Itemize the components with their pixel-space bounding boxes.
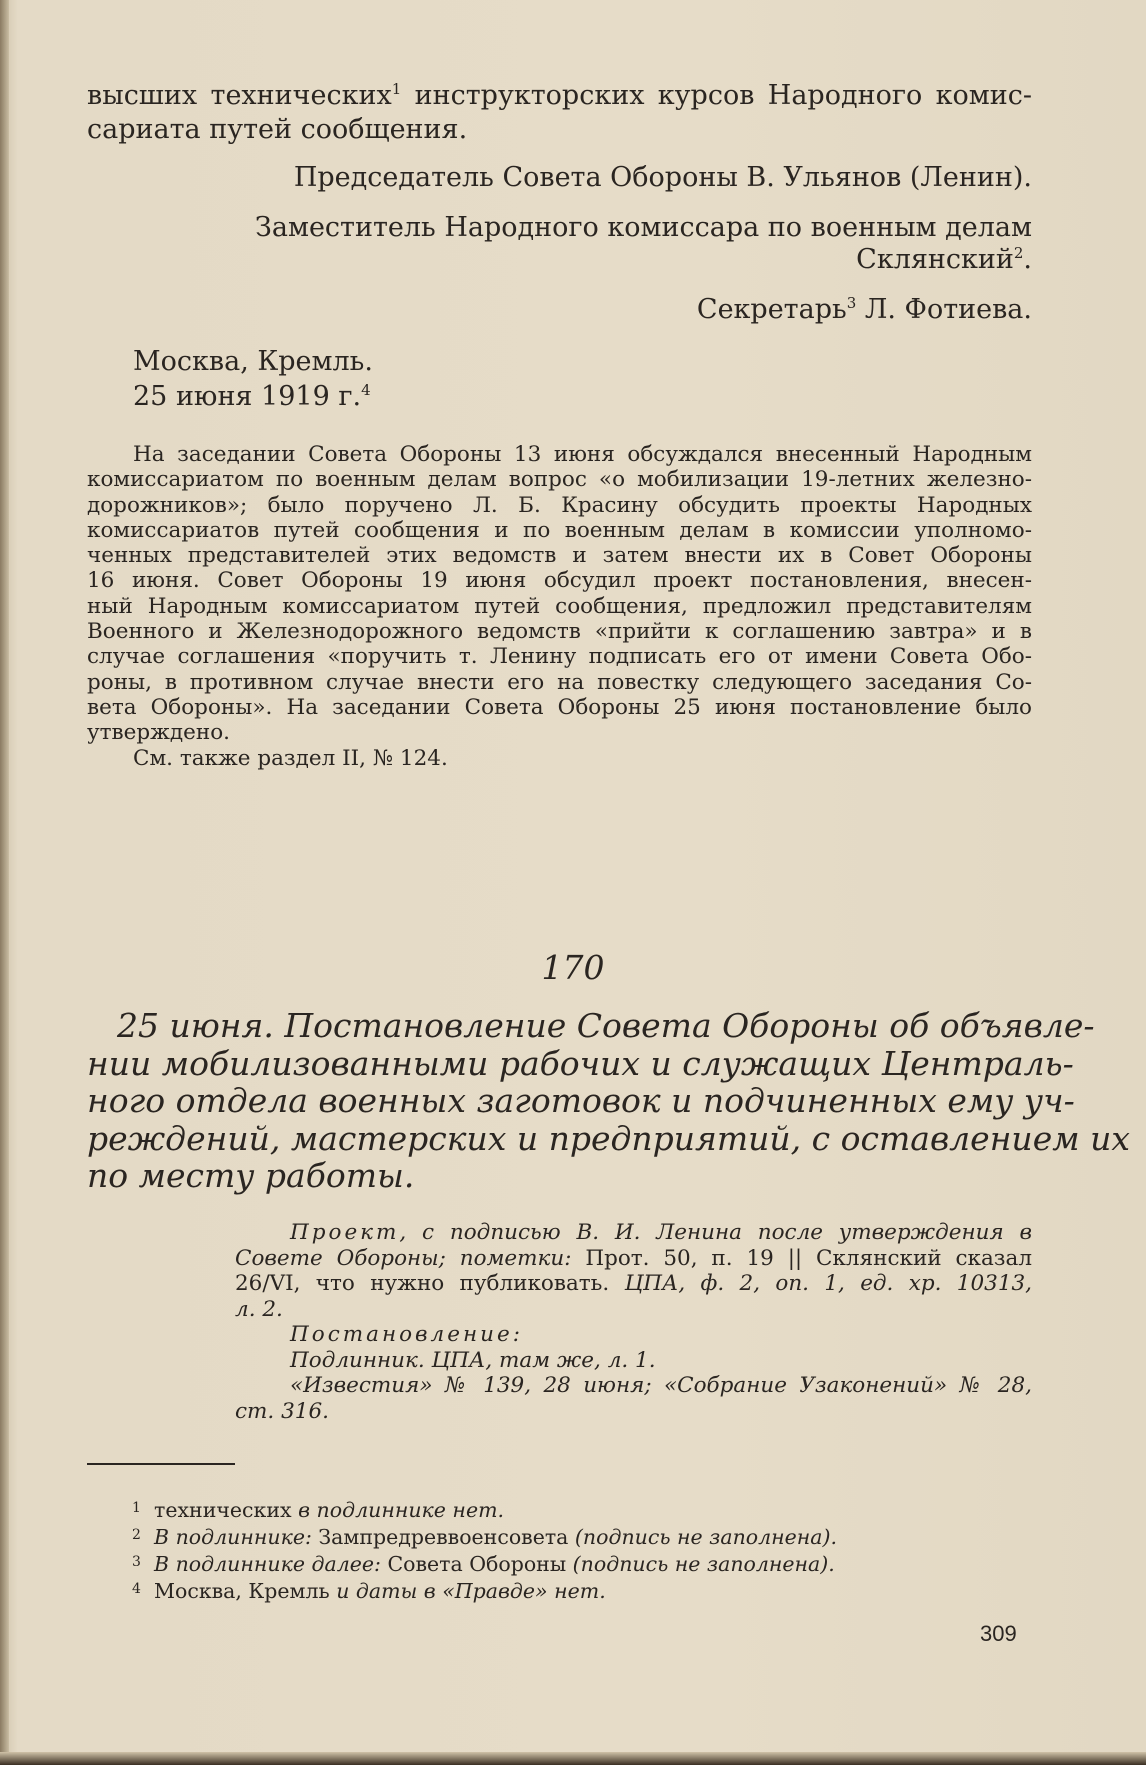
commentary-line: случае соглашения «поручить т. Ленину подписать его от имени Совета Обо- bbox=[87, 644, 1032, 670]
commentary-line: комиссариатов путей сообщения и по военным делам в комиссии уполномо- bbox=[87, 517, 1032, 543]
page-number: 309 bbox=[980, 1621, 1017, 1646]
signature-chairman: Председатель Совета Обороны В. Ульянов (Ленин). bbox=[293, 162, 1032, 193]
commentary-line: ный Народным комиссариатом путей сообщения, предложил представителям bbox=[87, 593, 1032, 619]
top-text-line-2: сариата путей сообщения. bbox=[87, 114, 468, 145]
document-heading bbox=[87, 1006, 1130, 1195]
source-line: Подлинник. ЦПА, там же, л. 1. bbox=[290, 1347, 656, 1373]
signature-deputy-name: Склянский$^2$. bbox=[856, 244, 1032, 275]
footnotes bbox=[132, 1496, 992, 1604]
commentary-line: На заседании Совета Обороны 13 июня обсуждался внесенный Народным bbox=[133, 442, 1032, 467]
footnote: 3 В подлиннике далее: Совета Обороны (подпись не заполнена). bbox=[132, 1552, 835, 1576]
footnote: 4 Москва, Кремль и даты в «Правде» нет. bbox=[132, 1579, 606, 1603]
heading-line: по месту работы. bbox=[87, 1156, 415, 1195]
source-line: л. 2. bbox=[235, 1296, 283, 1322]
see-also: См. также раздел II, № 124. bbox=[133, 745, 448, 771]
heading-line: нии мобилизованными рабочих и служащих Централь- bbox=[87, 1043, 1074, 1083]
heading-line: 25 июня. Постановление Совета Обороны об объявле- bbox=[117, 1006, 1095, 1045]
commentary-line: роны, в противном случае внести его на повестку следующего заседания Со- bbox=[87, 669, 1032, 695]
footnote: 1 технических в подлиннике нет. bbox=[132, 1498, 505, 1522]
source-line: ст. 316. bbox=[235, 1398, 329, 1424]
page-bottom-edge bbox=[0, 1752, 1146, 1765]
source-line: Совете Обороны; пометки: Прот. 50, п. 19 || Склянский сказал bbox=[235, 1245, 1032, 1271]
commentary-line: Военного и Железнодорожного ведомств «прийти к соглашению завтра» и в bbox=[87, 619, 1032, 645]
commentary-line: дорожников»; было поручено Л. Б. Красину обсудить проекты Народных bbox=[87, 492, 1032, 518]
source-line: 26/VI, что нужно публиковать. ЦПА, ф. 2, оп. 1, ед. хр. 10313, bbox=[235, 1271, 1033, 1296]
editorial-commentary bbox=[87, 442, 1032, 771]
footnote-separator bbox=[87, 1463, 235, 1465]
commentary-line: ченных представителей этих ведомств и затем внести их в Совет Обороны bbox=[87, 543, 1032, 569]
commentary-line: комиссариатом по военным делам вопрос «о мобилизации 19-летних железно- bbox=[87, 467, 1032, 493]
signature-deputy-title: Заместитель Народного комиссара по военным делам bbox=[255, 212, 1032, 243]
date: 25 июня 1919 г.$^4$ bbox=[133, 381, 371, 412]
footnote: 2 В подлиннике: Зампредреввоенсовета (подпись не заполнена). bbox=[132, 1525, 838, 1549]
signature-secretary: Секретарь$^3$ Л. Фотиева. bbox=[696, 294, 1032, 325]
document-number: 170 bbox=[541, 948, 605, 987]
heading-line: реждений, мастерских и предприятий, с оставлением их bbox=[87, 1118, 1130, 1158]
commentary-line: вета Обороны». На заседании Совета Обороны 25 июня постановление было bbox=[87, 694, 1032, 720]
commentary-line: 16 июня. Совет Обороны 19 июня обсудил проект постановления, внесен- bbox=[87, 568, 1032, 594]
heading-line: ного отдела военных заготовок и подчиненных ему уч- bbox=[87, 1081, 1075, 1120]
source-line: Постановление: bbox=[290, 1322, 523, 1347]
source-notes bbox=[235, 1220, 1032, 1424]
page-spine-shadow bbox=[0, 0, 9, 1765]
source-line: «Известия» № 139, 28 июня; «Собрание Узаконений» № 28, bbox=[290, 1373, 1032, 1398]
commentary-line: утверждено. bbox=[87, 720, 230, 746]
top-text-line-1: высших технических$^1$ инструкторских курсов Народного комис- bbox=[87, 80, 1032, 111]
place: Москва, Кремль. bbox=[133, 346, 373, 377]
source-line: Проект, с подписью В. И. Ленина после утверждения в bbox=[290, 1220, 1032, 1245]
